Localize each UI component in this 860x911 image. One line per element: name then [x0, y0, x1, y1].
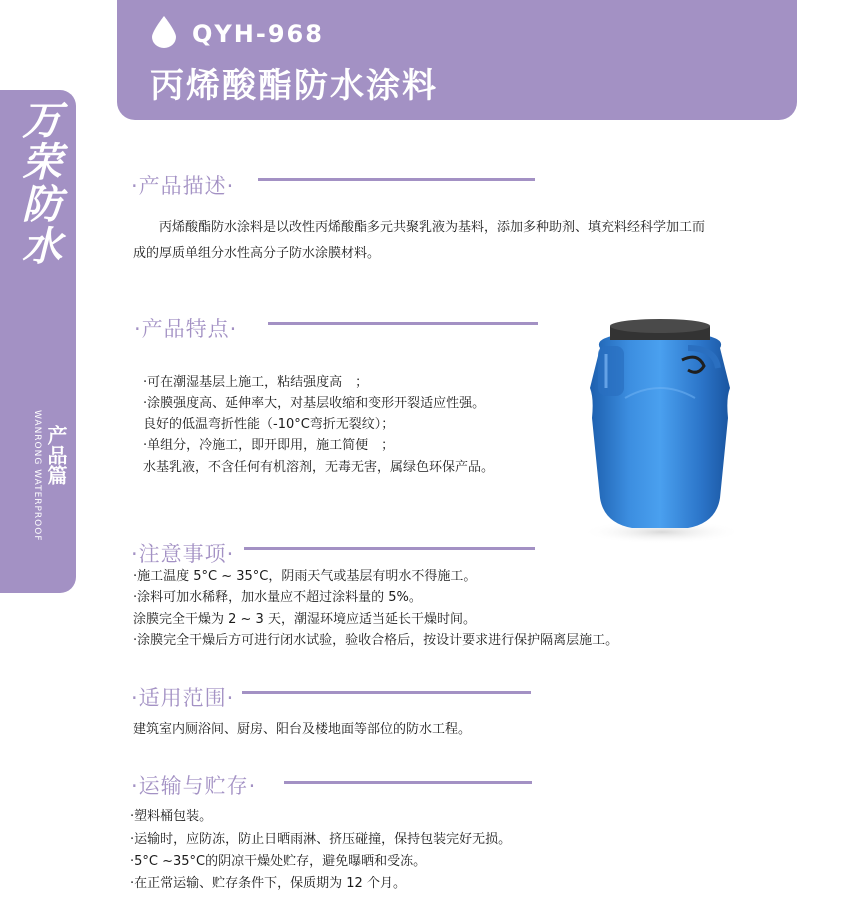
side-subtitle: WANRONG WATERPROOF: [32, 410, 42, 542]
storage-item: ·在正常运输、贮存条件下，保质期为 12 个月。: [130, 876, 406, 891]
feature-item: ·涂膜强度高、延伸率大，对基层收缩和变形开裂适应性强。: [143, 396, 486, 411]
note-item: ·涂膜完全干燥后方可进行闭水试验，验收合格后，按设计要求进行保护隔离层施工。: [133, 633, 619, 648]
section-divider: [268, 322, 538, 325]
section-heading-storage: ·运输与贮存·: [131, 774, 257, 798]
side-brand-char: 万: [22, 98, 62, 144]
note-item: ·涂料可加水稀释，加水量应不超过涂料量的 5%。: [133, 590, 422, 605]
description-text: [133, 215, 733, 267]
blue-drum-image: [570, 318, 750, 546]
storage-item: ·运输时，应防冻，防止日晒雨淋、挤压碰撞，保持包装完好无损。: [130, 832, 512, 847]
note-item: 涂膜完全干燥为 2 ~ 3 天，潮湿环境应适当延长干燥时间。: [133, 612, 476, 627]
side-brand-small: 产品篇: [44, 425, 68, 485]
section-heading-scope: ·适用范围·: [131, 686, 235, 710]
feature-item: ·单组分，冷施工，即开即用，施工简便 ；: [143, 438, 395, 453]
section-heading-features: ·产品特点·: [134, 317, 238, 341]
water-drop-icon: [152, 16, 176, 48]
side-brand-char: 荣: [22, 140, 62, 186]
section-divider: [258, 178, 535, 181]
note-item: ·施工温度 5°C ~ 35°C，阴雨天气或基层有明水不得施工。: [133, 569, 477, 584]
feature-item: 水基乳液，不含任何有机溶剂，无毒无害，属绿色环保产品。: [143, 460, 495, 475]
section-divider: [242, 691, 531, 694]
product-model: QYH-968: [192, 20, 324, 48]
section-divider: [284, 781, 532, 784]
section-heading-description: ·产品描述·: [131, 174, 235, 198]
section-divider: [244, 547, 535, 550]
description-line: 丙烯酸酯防水涂料是以改性丙烯酸酯多元共聚乳液为基料，添加多种助剂、填充料经科学加工而: [159, 220, 706, 235]
side-brand-char: 防: [22, 182, 62, 228]
side-brand-char: 水: [22, 224, 62, 270]
side-brand: [22, 100, 64, 268]
header-banner: [117, 0, 797, 120]
scope-item: 建筑室内厕浴间、厨房、阳台及楼地面等部位的防水工程。: [133, 722, 472, 737]
storage-item: ·5°C ~35°C的阴凉干燥处贮存，避免曝晒和受冻。: [130, 854, 427, 869]
description-line: 成的厚质单组分水性高分子防水涂膜材料。: [133, 246, 381, 261]
feature-item: ·可在潮湿基层上施工，粘结强度高 ；: [143, 375, 369, 390]
feature-item: 良好的低温弯折性能（-10°C弯折无裂纹）；: [143, 417, 395, 432]
section-heading-notes: ·注意事项·: [131, 542, 235, 566]
storage-item: ·塑料桶包装。: [130, 809, 213, 824]
product-title: 丙烯酸酯防水涂料: [150, 66, 438, 106]
